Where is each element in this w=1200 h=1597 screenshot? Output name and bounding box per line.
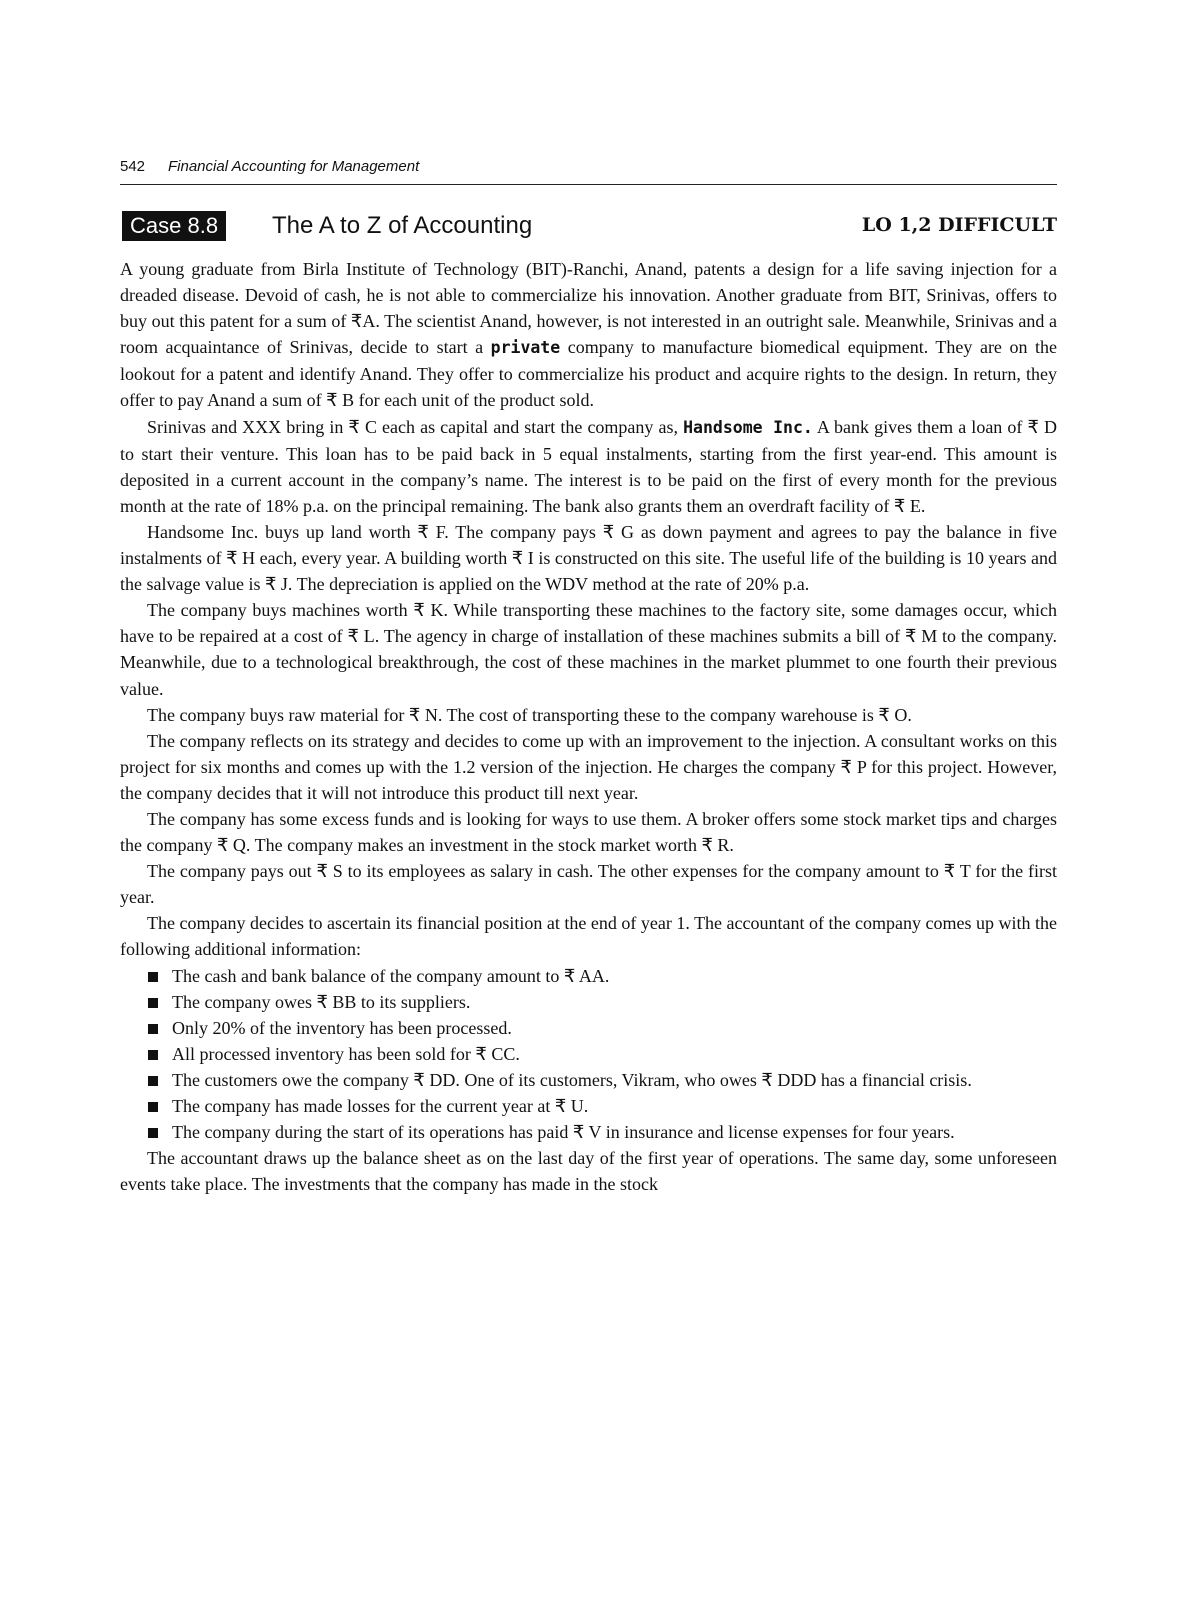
running-header [120,158,1057,185]
list-item [120,989,1057,1015]
paragraph-text: A bank gives them a loan of ₹ D to start their venture. This loan has to be paid back in 5 equal instalments, starting from the first year-end. This amount is deposited in a current account in the company’s name. The interest is to be paid on the first of every month for the previous month at the rate of 18% p.a. on the principal remaining. The bank also grants them an overdraft facility of ₹ E. [120,416,1058,516]
case-title: The A to Z of Accounting [272,212,533,239]
list-item [120,1015,1057,1041]
list-item-text: The cash and bank balance of the company amount to ₹ AA. [172,965,610,986]
paragraph-text: A young graduate from Birla Institute of Technology (BIT)-Ranchi, Anand, patents a design for a life saving injection for a dreaded disease. Devoid of cash, he is not able to commercialize his innovation. Another graduate from BIT, Srinivas, offers to buy out this patent for a sum of ₹A. The scientist Anand, however, is not interested in an outright sale. Meanwhile, Srinivas and a room acquaintance of Srinivas, decide to start a [120,259,1057,358]
learning-objective-difficulty: LO 1,2 DIFFICULT [861,214,1057,236]
paragraph-text: Srinivas and XXX bring in ₹ C each as capital and start the company as, [147,416,684,437]
paragraph-machines: The company buys machines worth ₹ K. While transporting these machines to the factory site, some damages occur, which have to be repaired at a cost of ₹ L. The agency in charge of installation of these machines submits a bill of ₹ M to the company. Meanwhile, due to a technological breakthrough, the cost of these machines in the market plummet to one fourth their previous value. [120,600,1057,699]
paragraph-raw-material: The company buys raw material for ₹ N. The cost of transporting these to the company warehouse is ₹ O. [147,704,912,725]
bullet-square-icon [148,1128,158,1138]
case-heading [120,210,1057,244]
case-label: Case 8.8 [122,211,226,241]
list-item [120,963,1057,989]
list-item-text: The company during the start of its operations has paid ₹ V in insurance and license expenses for four years. [172,1122,955,1143]
additional-info-list [120,963,1057,1146]
list-item [120,1093,1057,1119]
company-name: Handsome Inc. [683,417,813,437]
page-number: 542 [120,158,146,175]
list-item-text: All processed inventory has been sold for ₹ CC. [172,1043,520,1064]
paragraph-balance-sheet: The accountant draws up the balance sheet as on the last day of the first year of operations. The same day, some unforeseen events take place. The investments that the company has made in the stock [120,1148,1057,1195]
paragraph-financial-position: The company decides to ascertain its financial position at the end of year 1. The accountant of the company comes up with the following additional information: [120,913,1057,960]
paragraph-capital [120,414,1057,519]
bullet-square-icon [148,1050,158,1060]
paragraph-salary: The company pays out ₹ S to its employees as salary in cash. The other expenses for the company amount to ₹ T for the first year. [120,861,1057,908]
running-title: Financial Accounting for Management [168,158,420,175]
bullet-square-icon [148,1102,158,1112]
paragraph-text: company to manufacture biomedical equipment. They are on the lookout for a patent and identify Anand. They offer to commercialize his product and acquire rights to the design. In return, they offer to pay Anand a sum of ₹ B for each unit of the product sold. [120,337,1057,411]
paragraph-investment: The company has some excess funds and is looking for ways to use them. A broker offers some stock market tips and charges the company ₹ Q. The company makes an investment in the stock market worth ₹ R. [120,808,1057,856]
bold-term: private [490,338,561,358]
list-item-text: The customers owe the company ₹ DD. One of its customers, Vikram, who owes ₹ DDD has a financial crisis. [172,1069,972,1090]
bullet-square-icon [148,1024,158,1034]
list-item [120,1067,1057,1093]
list-item [120,1041,1057,1067]
bullet-square-icon [148,1076,158,1086]
paragraph-strategy: The company reflects on its strategy and decides to come up with an improvement to the injection. A consultant works on this project for six months and comes up with the 1.2 version of the injection. He charges the company ₹ P for this project. However, the company decides that it will not introduce this product till next year. [120,730,1057,803]
list-item [120,1119,1057,1145]
bullet-square-icon [148,972,158,982]
list-item-text: The company has made losses for the current year at ₹ U. [172,1096,589,1116]
bullet-square-icon [148,998,158,1008]
list-item-text: Only 20% of the inventory has been processed. [172,1017,512,1038]
list-item-text: The company owes ₹ BB to its suppliers. [172,991,471,1012]
paragraph-intro [120,256,1057,414]
paragraph-land: Handsome Inc. buys up land worth ₹ F. The company pays ₹ G as down payment and agrees to pay the balance in five instalments of ₹ H each, every year. A building worth ₹ I is constructed on this site. The useful life of the building is 10 years and the salvage value is ₹ J. The depreciation is applied on the WDV method at the rate of 20% p.a. [120,521,1057,595]
case-body [120,256,1057,1197]
